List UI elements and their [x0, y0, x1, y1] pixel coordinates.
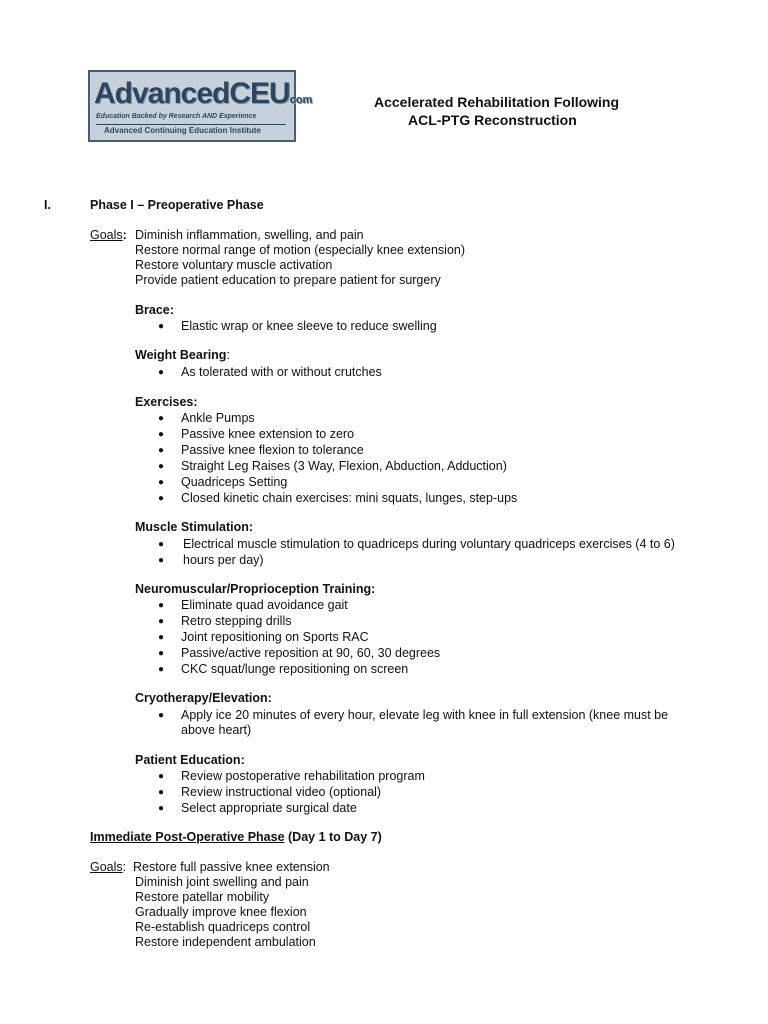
- bullet-icon: ●: [158, 367, 165, 378]
- bullet-icon: ●: [158, 461, 165, 472]
- bullet-icon: ●: [158, 493, 165, 504]
- goal-item: Diminish joint swelling and pain: [135, 875, 309, 889]
- bullet-icon: ●: [158, 539, 165, 550]
- bullet-icon: ●: [158, 445, 165, 456]
- goal-item: Gradually improve knee flexion: [135, 905, 307, 919]
- brace-heading: Brace:: [135, 303, 174, 317]
- goal-item: Re-establish quadriceps control: [135, 920, 311, 934]
- bullet-icon: ●: [158, 648, 165, 659]
- goal-item: Restore full passive knee extension: [133, 860, 330, 874]
- patient-education-heading: Patient Education:: [135, 753, 245, 767]
- neuromuscular-heading: Neuromuscular/Proprioception Training:: [135, 582, 376, 596]
- section-numeral: I.: [44, 198, 51, 212]
- bullet-icon: ●: [158, 803, 165, 814]
- cryotherapy-heading: Cryotherapy/Elevation:: [135, 691, 272, 705]
- goal-item: Restore patellar mobility: [135, 890, 270, 904]
- bullet-icon: ●: [158, 616, 165, 627]
- logo-institute: Advanced Continuing Education Institute: [104, 126, 261, 135]
- section-heading-immediate-post-op: Immediate Post-Operative Phase (Day 1 to Day 7): [90, 830, 382, 844]
- logo-wordmark: AdvancedCEUcom: [94, 77, 313, 110]
- bullet-icon: ●: [158, 787, 165, 798]
- goal-item: Restore voluntary muscle activation: [135, 258, 333, 272]
- bullet-icon: ●: [158, 632, 165, 643]
- list-item-continuation: above heart): [181, 723, 252, 737]
- bullet-icon: ●: [158, 413, 165, 424]
- title-line-2: ACL-PTG Reconstruction: [408, 112, 577, 128]
- bullet-icon: ●: [158, 555, 165, 566]
- section-heading-phase-1: Phase I – Preoperative Phase: [90, 198, 264, 212]
- weight-bearing-heading: Weight Bearing:: [135, 348, 230, 362]
- goal-item: Provide patient education to prepare patient for surgery: [135, 273, 441, 287]
- bullet-icon: ●: [158, 321, 165, 332]
- bullet-icon: ●: [158, 664, 165, 675]
- document-title: [374, 93, 619, 129]
- bullet-icon: ●: [158, 600, 165, 611]
- goal-item: Restore normal range of motion (especially knee extension): [135, 243, 466, 257]
- logo-tagline: Education Backed by Research AND Experience: [96, 113, 257, 120]
- goal-item: Diminish inflammation, swelling, and pain: [135, 228, 364, 242]
- advancedceu-logo: [88, 70, 313, 142]
- muscle-stimulation-heading: Muscle Stimulation:: [135, 520, 254, 534]
- logo-tld: com: [289, 94, 313, 106]
- bullet-icon: ●: [158, 477, 165, 488]
- bullet-icon: ●: [158, 429, 165, 440]
- bullet-icon: ●: [158, 771, 165, 782]
- exercises-heading: Exercises:: [135, 395, 198, 409]
- title-line-1: Accelerated Rehabilitation Following: [374, 94, 620, 110]
- goal-item: Restore independent ambulation: [135, 935, 316, 949]
- goals-label: Goals:: [90, 860, 127, 874]
- bullet-icon: ●: [158, 710, 165, 721]
- goals-label: Goals:: [90, 228, 127, 242]
- logo-divider: [96, 124, 286, 125]
